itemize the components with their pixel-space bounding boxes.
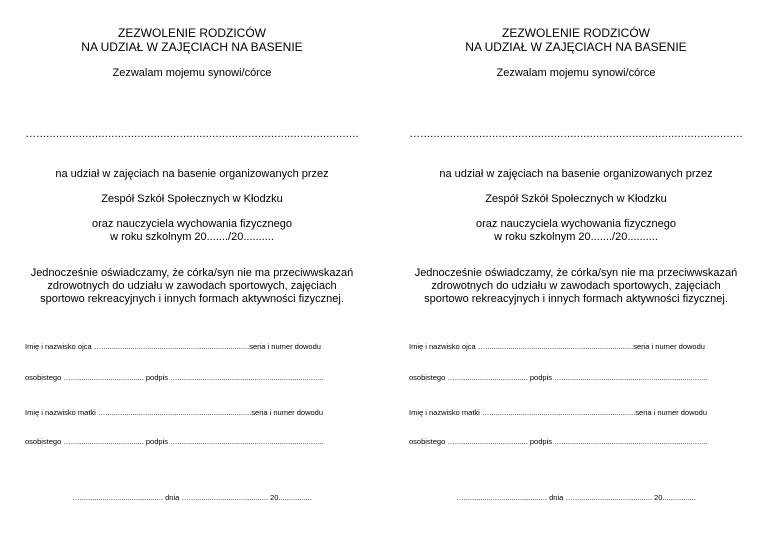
father-signature-line: osobistego …................................... podpis …...................................................................... <box>25 373 324 382</box>
declaration-line3: sportowo rekreacyjnych i innych formach aktywności fizycznej. <box>424 293 728 305</box>
teacher-text: oraz nauczyciela wychowania fizycznego <box>92 218 292 230</box>
father-signature-line: osobistego …................................... podpis …...................................................................... <box>409 373 708 382</box>
school-name: Zespół Szkół Społecznych w Kłodzku <box>485 193 667 205</box>
mother-signature-line: osobistego …................................... podpis …...................................................................... <box>409 437 708 446</box>
teacher-text: oraz nauczyciela wychowania fizycznego <box>476 218 676 230</box>
form-title-line2: NA UDZIAŁ W ZAJĘCIACH NA BASENIE <box>81 40 303 54</box>
school-year-line: w roku szkolnym 20......./20.......... <box>494 231 658 243</box>
declaration-line2: zdrowotnych do udziału w zawodach sportowych, zajęciach <box>431 280 721 292</box>
declaration-line1: Jednocześnie oświadczamy, że córka/syn nie ma przeciwwskazań <box>414 267 738 279</box>
declaration-line1: Jednocześnie oświadczamy, że córka/syn nie ma przeciwwskazań <box>30 267 354 279</box>
date-line: …........................................ dnia …...................................... 20................ <box>456 493 696 502</box>
form-title-line1: ZEZWOLENIE RODZICÓW <box>118 26 266 40</box>
school-name: Zespół Szkół Społecznych w Kłodzku <box>101 193 283 205</box>
permission-form-right <box>384 0 768 543</box>
participation-text: na udział w zajęciach na basenie organizowanych przez <box>55 168 329 180</box>
declaration-line2: zdrowotnych do udziału w zawodach sportowych, zajęciach <box>47 280 337 292</box>
child-name-line: …................................................................................................... <box>25 128 359 140</box>
father-name-line: Imię i nazwisko ojca ….......................................................................seria i numer dowodu <box>25 342 321 351</box>
date-line: …........................................ dnia …...................................... 20................ <box>72 493 312 502</box>
participation-text: na udział w zajęciach na basenie organizowanych przez <box>439 168 713 180</box>
child-name-line: …................................................................................................... <box>409 128 743 140</box>
mother-name-line: Imię i nazwisko matki …......................................................................seria i numer dowodu <box>409 408 708 417</box>
form-title-line2: NA UDZIAŁ W ZAJĘCIACH NA BASENIE <box>465 40 687 54</box>
school-year-line: w roku szkolnym 20......./20.......... <box>110 231 274 243</box>
mother-signature-line: osobistego …................................... podpis …...................................................................... <box>25 437 324 446</box>
father-name-line: Imię i nazwisko ojca ….......................................................................seria i numer dowodu <box>409 342 705 351</box>
form-title-line1: ZEZWOLENIE RODZICÓW <box>502 26 650 40</box>
permit-text: Zezwalam mojemu synowi/córce <box>112 67 272 79</box>
permit-text: Zezwalam mojemu synowi/córce <box>496 67 656 79</box>
declaration-line3: sportowo rekreacyjnych i innych formach aktywności fizycznej. <box>40 293 344 305</box>
mother-name-line: Imię i nazwisko matki …......................................................................seria i numer dowodu <box>25 408 324 417</box>
